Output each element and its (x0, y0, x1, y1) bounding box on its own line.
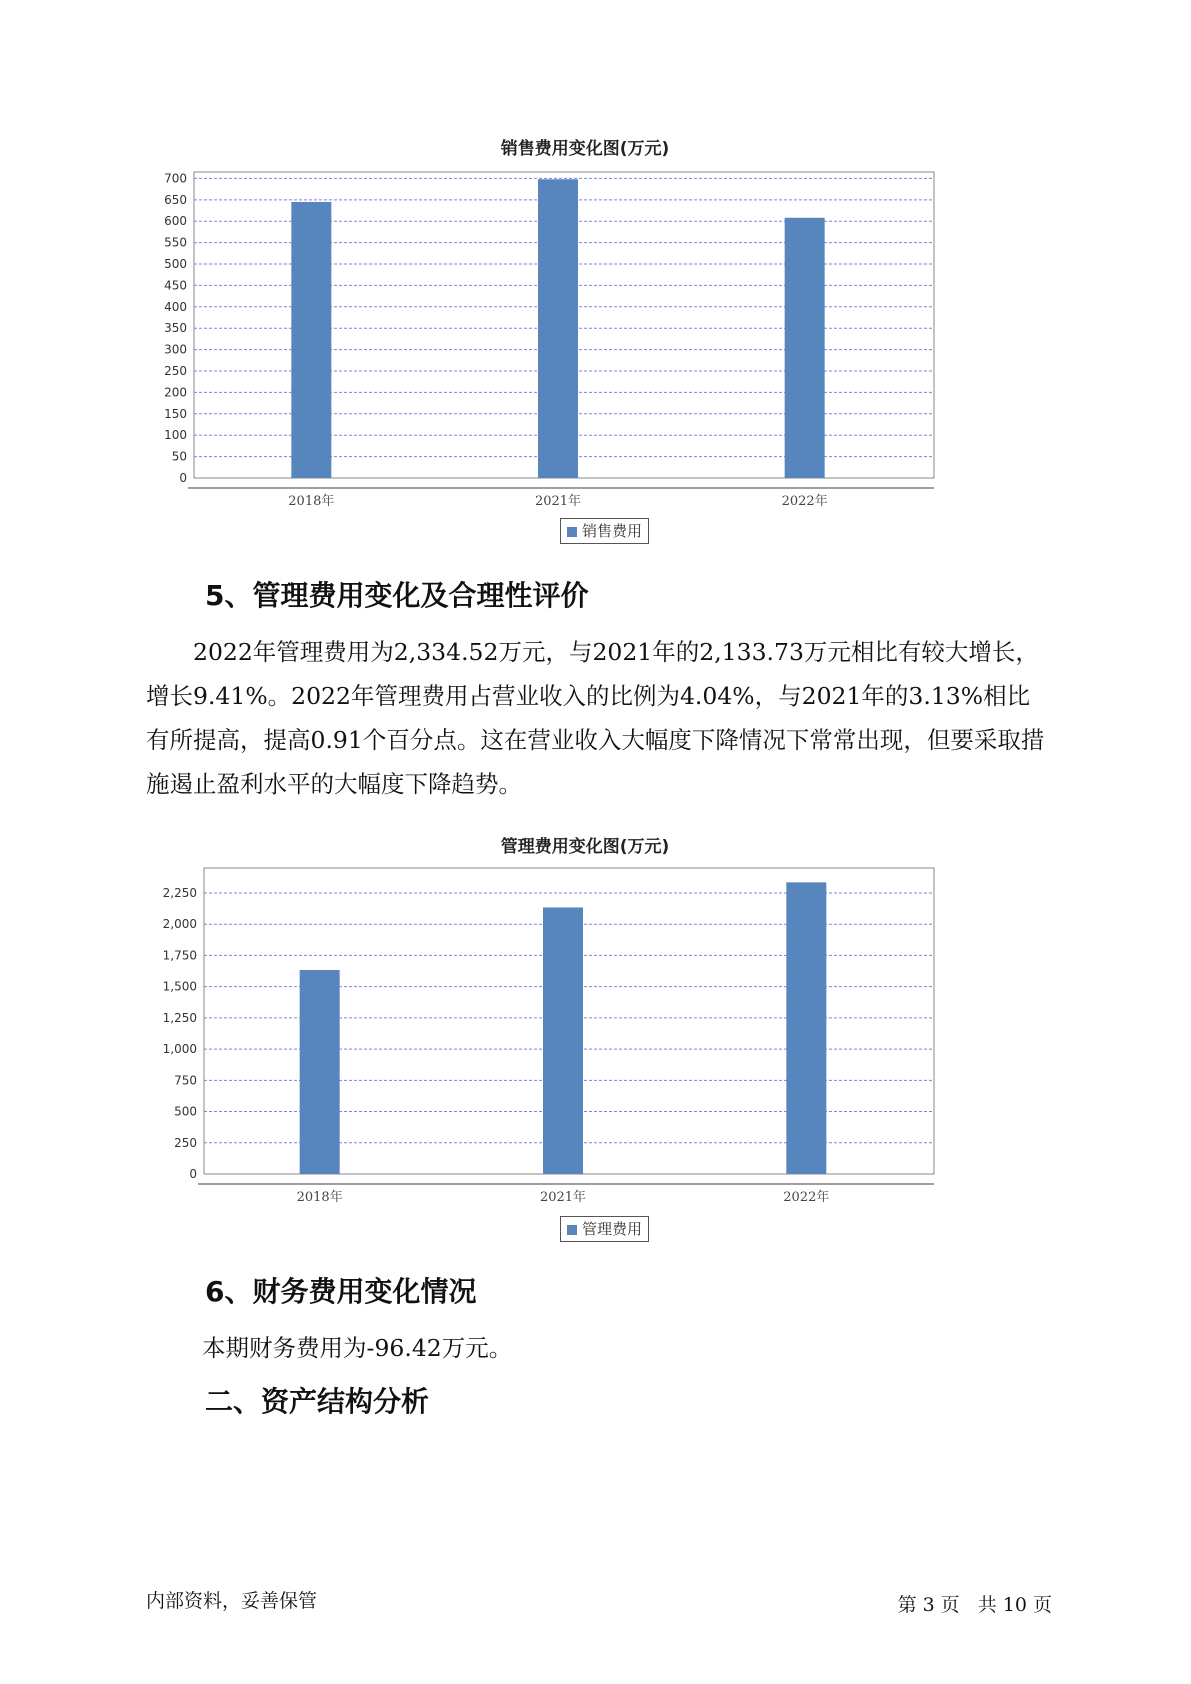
y-tick-label: 2,250 (162, 885, 197, 900)
x-tick-label: 2018年 (288, 494, 335, 509)
y-tick-label: 50 (171, 449, 187, 464)
y-tick-label: 0 (179, 471, 187, 485)
page-num: 3 (922, 1594, 935, 1616)
y-tick-label: 200 (164, 385, 187, 400)
legend-label: 管理费用 (582, 1220, 643, 1238)
x-tick-label: 2018年 (296, 1190, 343, 1205)
section-5-heading: 5、管理费用变化及合理性评价 (205, 579, 589, 612)
bar (543, 907, 583, 1174)
y-tick-label: 500 (164, 257, 187, 272)
section-6-heading: 6、财务费用变化情况 (205, 1275, 477, 1308)
bar (300, 970, 340, 1174)
bar (786, 882, 826, 1174)
chart-legend (560, 518, 649, 544)
total-unit: 页 (1032, 1594, 1052, 1616)
legend-swatch (567, 1225, 577, 1235)
y-tick-label: 1,000 (162, 1042, 197, 1057)
legend-swatch (567, 527, 577, 537)
bar (785, 218, 825, 478)
admin-expense-chart (150, 830, 1020, 1250)
y-tick-label: 150 (164, 406, 187, 421)
legend-label: 销售费用 (582, 522, 643, 540)
x-tick-label: 2022年 (783, 1190, 830, 1205)
y-tick-label: 350 (164, 321, 187, 336)
x-tick-label: 2021年 (539, 1190, 587, 1205)
y-tick-label: 700 (164, 171, 187, 186)
y-tick-label: 500 (174, 1104, 197, 1119)
y-tick-label: 1,250 (162, 1010, 197, 1025)
total-num: 10 (1002, 1594, 1027, 1616)
bar (538, 179, 578, 478)
section-6-paragraph: 本期财务费用为-96.42万元。 (202, 1334, 513, 1362)
y-tick-label: 550 (164, 235, 187, 250)
section-2-heading: 二、资产结构分析 (205, 1385, 430, 1418)
y-tick-label: 300 (164, 342, 187, 357)
y-tick-label: 2,000 (162, 917, 197, 932)
y-tick-label: 250 (174, 1135, 197, 1150)
x-tick-label: 2021年 (534, 494, 582, 509)
y-tick-label: 450 (164, 278, 187, 293)
page-prefix: 第 (897, 1594, 917, 1616)
y-tick-label: 750 (174, 1073, 197, 1088)
total-prefix: 共 (977, 1594, 997, 1616)
y-tick-label: 650 (164, 192, 187, 207)
x-tick-label: 2022年 (781, 494, 828, 509)
admin-expense-plot (150, 830, 1020, 1210)
bar (291, 202, 331, 478)
chart-title: 销售费用变化图(万元) (500, 139, 670, 159)
y-tick-label: 1,500 (162, 979, 197, 994)
y-tick-label: 600 (164, 214, 187, 229)
y-tick-label: 250 (164, 364, 187, 379)
sales-expense-chart (150, 130, 1020, 550)
footer-page-number (895, 1590, 1055, 1617)
sales-expense-plot (150, 130, 1020, 510)
chart-title: 管理费用变化图(万元) (500, 837, 670, 857)
y-tick-label: 100 (164, 428, 187, 443)
chart-legend (560, 1216, 649, 1242)
y-tick-label: 400 (164, 299, 187, 314)
section-5-paragraph: 2022年管理费用为2,334.52万元，与2021年的2,133.73万元相比有较大增长，增长9.41%。2022年管理费用占营业收入的比例为4.04%，与2021年的3.13%相比有所提高，提高0.91个百分点。这在营业收入大幅度下降情况下常常出现，但要采取措施遏止盈利水平的大幅度下降趋势。 (146, 638, 1045, 798)
page-unit: 页 (940, 1594, 960, 1616)
y-tick-label: 0 (189, 1167, 197, 1181)
footer-confidential-note: 内部资料，妥善保管 (146, 1590, 318, 1612)
y-tick-label: 1,750 (162, 948, 197, 963)
